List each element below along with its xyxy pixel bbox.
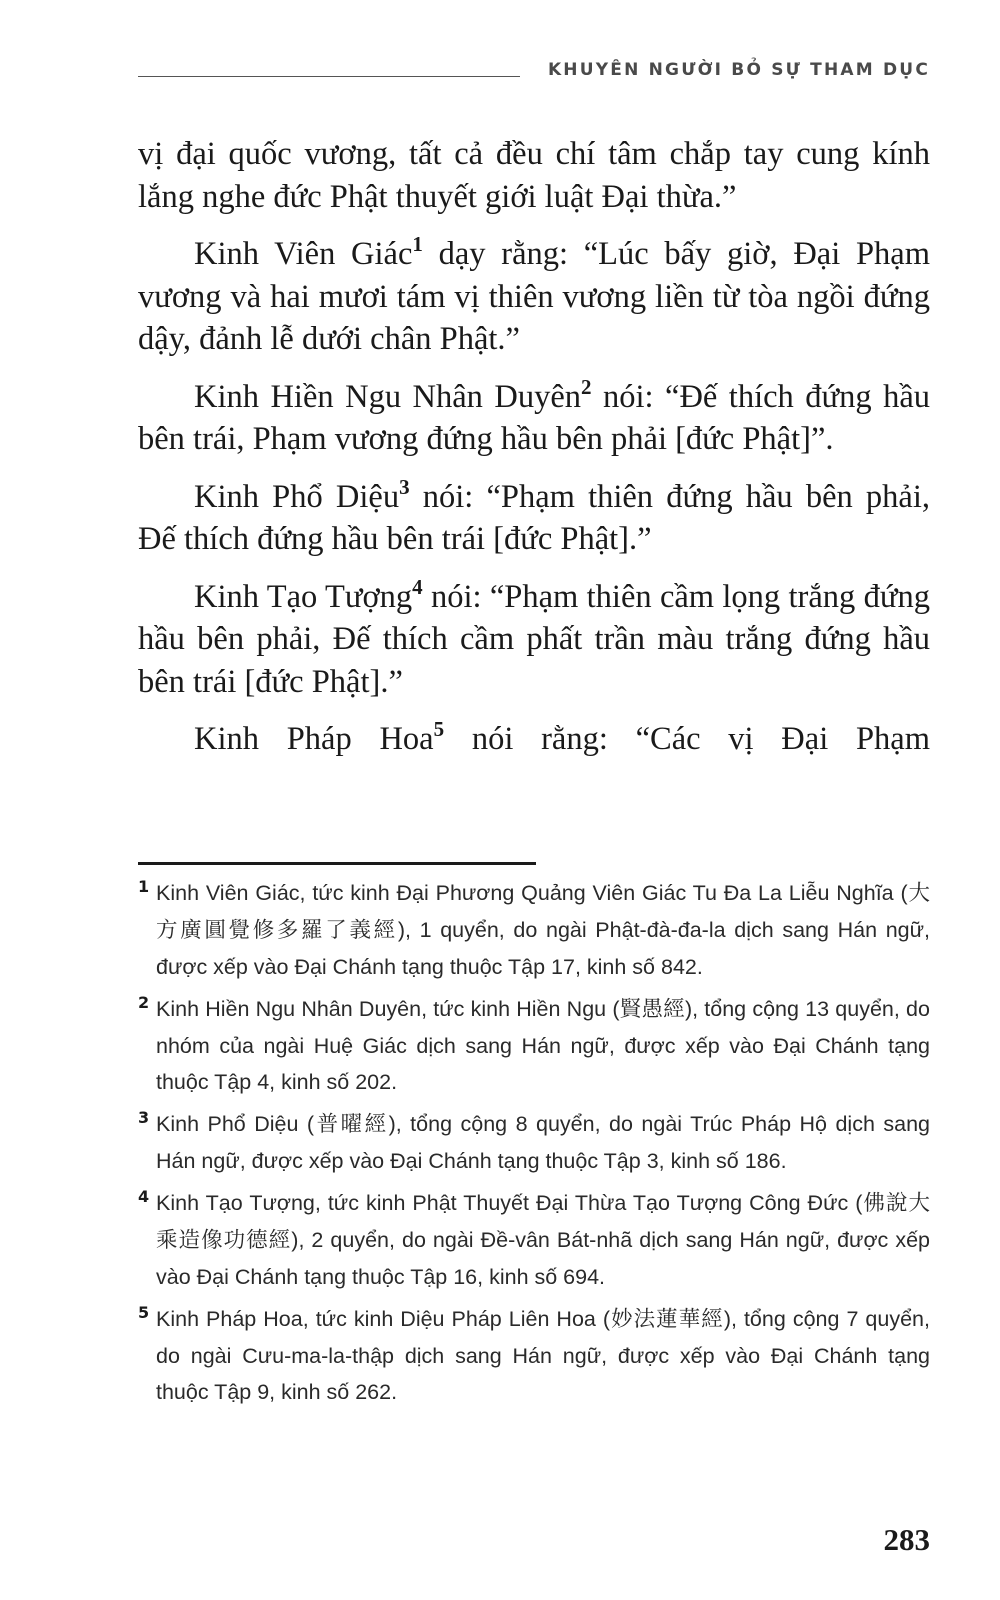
footnote-1: 1 Kinh Viên Giác, tức kinh Đại Phương Quảng Viên Giác Tu Đa La Liễu Nghĩa (大方廣圓覺修多羅了義經), 1 quyển, do ngài Phật-đà-đa-la dịch sang Hán ngữ, được xếp vào Đại Chánh tạng thuộc Tập 17, kinh số 842.	[138, 875, 930, 985]
paragraph-3: Kinh Hiền Ngu Nhân Duyên$^2$ nói: “Đế thích đứng hầu bên trái, Phạm vương đứng hầu bên phải [đức Phật]”.	[138, 374, 931, 457]
paragraph-4: Kinh Phổ Diệu$^3$ nói: “Phạm thiên đứng hầu bên phải, Đế thích đứng hầu bên trái [đức Phật].”	[138, 474, 931, 557]
footnote-ref-1[interactable]: 1	[412, 232, 423, 256]
footnote-ref-4[interactable]: 4	[412, 574, 423, 599]
paragraph-5: Kinh Tạo Tượng$^4$ nói: “Phạm thiên cầm lọng trắng đứng hầu bên phải, Đế thích cầm phất trần màu trắng đứng hầu bên trái [đức Phật].”	[138, 574, 930, 700]
chinese-title: 賢愚經	[619, 997, 685, 1022]
footnote-number: 2	[138, 993, 150, 1012]
paragraph-6: Kinh Pháp Hoa$^5$ nói rằng: “Các vị Đại Phạm	[194, 717, 930, 757]
paragraph-2: Kinh Viên Giác$^1$ dạy rằng: “Lúc bấy giờ, Đại Phạm vương và hai mươi tám vị thiên vương liền từ tòa ngồi đứng dậy, đảnh lễ dưới chân Phật.”	[138, 232, 930, 357]
footnote-number: 3	[138, 1108, 150, 1127]
footnote-ref-2[interactable]: 2	[581, 374, 592, 399]
footnote-ref-3[interactable]: 3	[399, 474, 410, 499]
footnote-4: 4 Kinh Tạo Tượng, tức kinh Phật Thuyết Đại Thừa Tạo Tượng Công Đức (佛說大乘造像功德經), 2 quyển, do ngài Đề-vân Bát-nhã dịch sang Hán ngữ, được xếp vào Đại Chánh tạng thuộc Tập 16, kinh số 694.	[138, 1185, 930, 1295]
chinese-title: 佛說大乘造像功德經	[156, 1191, 930, 1253]
footnote-number: 5	[138, 1303, 150, 1322]
main-text	[138, 133, 930, 761]
footnote-separator	[138, 862, 536, 865]
paragraph-1: vị đại quốc vương, tất cả đều chí tâm chắp tay cung kính lắng nghe đức Phật thuyết giới luật Đại thừa.”	[138, 136, 930, 215]
chinese-title: 大方廣圓覺修多羅了義經	[156, 881, 930, 943]
header-title: KHUYÊN NGƯỜI BỎ SỰ THAM DỤC	[547, 60, 930, 80]
footnote-2: 2 Kinh Hiền Ngu Nhân Duyên, tức kinh Hiền Ngu (賢愚經), tổng cộng 13 quyển, do nhóm của ngài Huệ Giác dịch sang Hán ngữ, được xếp vào Đại Chánh tạng thuộc Tập 4, kinh số 202.	[138, 991, 930, 1100]
header-rule	[138, 76, 520, 77]
chinese-title: 普曜經	[314, 1112, 389, 1137]
footnote-number: 4	[138, 1187, 150, 1206]
page-number: 283	[883, 1522, 930, 1557]
footnote-ref-5[interactable]: 5	[433, 717, 445, 741]
footnote-5: 5 Kinh Pháp Hoa, tức kinh Diệu Pháp Liên Hoa (妙法蓮華經), tổng cộng 7 quyển, do ngài Cưu-ma-la-thập dịch sang Hán ngữ, được xếp vào Đại Chánh tạng thuộc Tập 9, kinh số 262.	[138, 1301, 930, 1410]
running-header	[138, 58, 930, 88]
footnote-3: 3 Kinh Phổ Diệu (普曜經), tổng cộng 8 quyển, do ngài Trúc Pháp Hộ dịch sang Hán ngữ, được xếp vào Đại Chánh tạng thuộc Tập 3, kinh số 186.	[138, 1106, 930, 1179]
chinese-title: 妙法蓮華經	[610, 1307, 724, 1332]
footnote-number: 1	[138, 877, 150, 896]
footnotes	[138, 875, 930, 1416]
